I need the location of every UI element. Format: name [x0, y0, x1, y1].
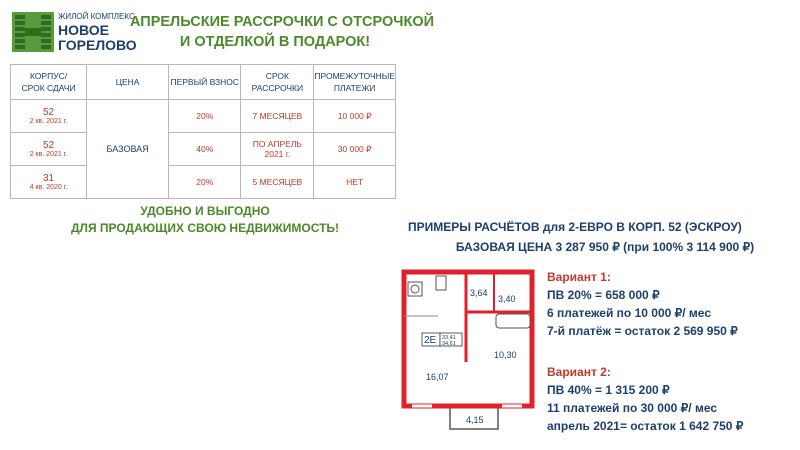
room-label: 4,15 [466, 415, 484, 425]
term-cell: ПО АПРЕЛЬ 2021 г. [241, 133, 314, 166]
payments-cell: НЕТ [314, 166, 396, 199]
header-term: СРОК РАССРОЧКИ [241, 65, 314, 100]
plan-area-alt: 34,61 [442, 341, 456, 347]
variant-title: Вариант 1: [547, 270, 611, 284]
room-label: 3,40 [498, 294, 516, 304]
table-row [11, 166, 396, 199]
logo-line-1: НОВОЕ [58, 22, 109, 38]
variant-line: 7-й платёж = остаток 2 569 950 ₽ [547, 324, 738, 338]
payments-cell: 30 000 ₽ [314, 133, 396, 166]
down-cell: 40% [169, 133, 241, 166]
header-price: ЦЕНА [87, 65, 169, 100]
header-intermediate: ПРОМЕЖУТОЧНЫЕ ПЛАТЕЖИ [314, 65, 396, 100]
logo-icon [12, 12, 54, 52]
base-price: БАЗОВАЯ ЦЕНА 3 287 950 ₽ (при 100% 3 114 900 ₽) [455, 240, 755, 254]
headline [130, 12, 435, 52]
corp-cell: 52 2 кв. 2021 г. [11, 133, 87, 166]
variant-title: Вариант 2: [547, 365, 611, 379]
logo-subtitle: ЖИЛОЙ КОМПЛЕКС [58, 12, 135, 21]
term-cell: 7 МЕСЯЦЕВ [241, 100, 314, 133]
header-corp: КОРПУС/ СРОК СДАЧИ [11, 65, 87, 100]
variant-line: апрель 2021= остаток 1 642 750 ₽ [547, 419, 744, 433]
variant-line: 6 платежей по 10 000 ₽/ мес [547, 306, 711, 320]
room-label: 10,30 [494, 350, 517, 360]
variant-line: ПВ 40% = 1 315 200 ₽ [547, 383, 670, 397]
payments-cell: 10 000 ₽ [314, 100, 396, 133]
table-header-row [11, 65, 396, 100]
logo-name [58, 23, 137, 53]
variant-line: ПВ 20% = 658 000 ₽ [547, 288, 660, 302]
table-row [11, 100, 396, 133]
examples-title: ПРИМЕРЫ РАСЧЁТОВ для 2-ЕВРО В КОРП. 52 (ЭСКРОУ) [408, 220, 742, 234]
header-down-payment: ПЕРВЫЙ ВЗНОС [169, 65, 241, 100]
table-row [11, 133, 396, 166]
logo-line-2: ГОРЕЛОВО [58, 37, 137, 53]
plan-area-total: 33,41 [442, 335, 456, 341]
term-cell: 5 МЕСЯЦЕВ [241, 166, 314, 199]
plan-type: 2Е [424, 335, 437, 346]
headline-line-1: АПРЕЛЬСКИЕ РАССРОЧКИ С ОТСРОЧКОЙ [130, 14, 435, 30]
corp-cell: 31 4 кв. 2020 г. [11, 166, 87, 199]
convenient-line-1: УДОБНО И ВЫГОДНО [140, 204, 270, 218]
headline-line-2: И ОТДЕЛКОЙ В ПОДАРОК! [179, 34, 371, 50]
convenient-message [40, 203, 370, 237]
corp-cell: 52 2 кв. 2021 г. [11, 100, 87, 133]
down-cell: 20% [169, 100, 241, 133]
variant-line: 11 платежей по 30 000 ₽/ мес [547, 401, 718, 415]
price-cell: БАЗОВАЯ [87, 100, 169, 199]
variant-1 [547, 268, 738, 340]
convenient-line-2: ДЛЯ ПРОДАЮЩИХ СВОЮ НЕДВИЖИМОСТЬ! [70, 221, 340, 235]
floor-plan [398, 262, 540, 444]
room-label: 16,07 [426, 372, 449, 382]
down-cell: 20% [169, 166, 241, 199]
room-label: 3,64 [470, 288, 488, 298]
installment-table [10, 64, 396, 199]
variant-2 [547, 363, 743, 435]
